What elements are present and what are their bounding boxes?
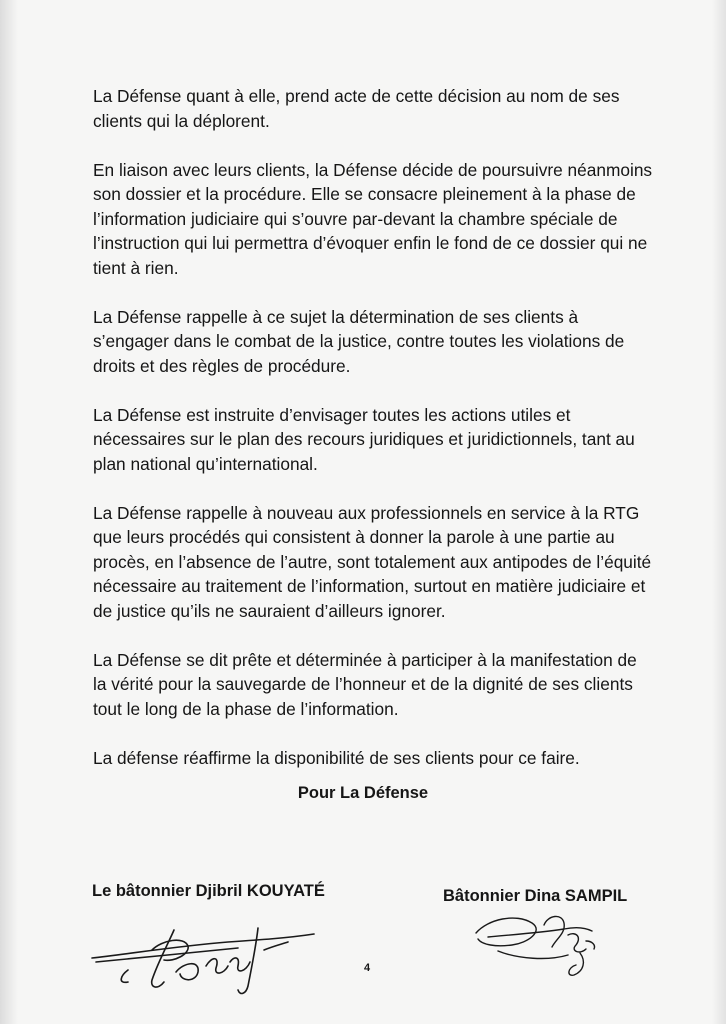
paragraph-4: La Défense est instruite d’envisager toutes les actions utiles et nécessaires sur le plan des recours juridiques et juridictionnels, tant au plan national qu’international.	[93, 404, 635, 474]
signature-right	[468, 905, 608, 985]
body-text	[93, 84, 653, 795]
signatory-right-name: Bâtonnier Dina SAMPIL	[443, 887, 628, 905]
paragraph-1: La Défense quant à elle, prend acte de cette décision au nom de ses clients qui la déplorent.	[93, 86, 620, 131]
scan-edge-right	[712, 0, 726, 1024]
scan-edge-left	[0, 0, 18, 1024]
paragraph-3: La Défense rappelle à ce sujet la détermination de ses clients à s’engager dans le combat de la justice, contre toutes les violations de droits et des règles de procédure.	[93, 306, 625, 376]
signature-left	[88, 910, 318, 1000]
paragraph-5: La Défense rappelle à nouveau aux professionnels en service à la RTG que leurs procédés qui consistent à donner la parole à une partie au procès, en l’absence de l’autre, sont totalement aux antipodes de l’équité nécessaire au traitement de l’information, surtout en matière judiciaire et de justice qu’ils ne sauraient d’ailleurs ignorer.	[93, 502, 652, 621]
page-number: 4	[364, 962, 371, 974]
paragraph-2: En liaison avec leurs clients, la Défense décide de poursuivre néanmoins son dossier et la procédure. Elle se consacre pleinement à la phase de l’information judiciaire qui s’ouvre par-devant la chambre spéciale de l’instruction qui lui permettra d’évoquer enfin le fond de ce dossier qui ne tient à rien.	[93, 159, 653, 278]
closing-line: Pour La Défense	[297, 784, 429, 802]
paragraph-7: La défense réaffirme la disponibilité de ses clients pour ce faire.	[93, 747, 580, 768]
signatory-left-name: Le bâtonnier Djibril KOUYATÉ	[92, 882, 325, 900]
paragraph-6: La Défense se dit prête et déterminée à participer à la manifestation de la vérité pour la sauvegarde de l’honneur et de la dignité de ses clients tout le long de la phase de l’information.	[93, 649, 637, 719]
